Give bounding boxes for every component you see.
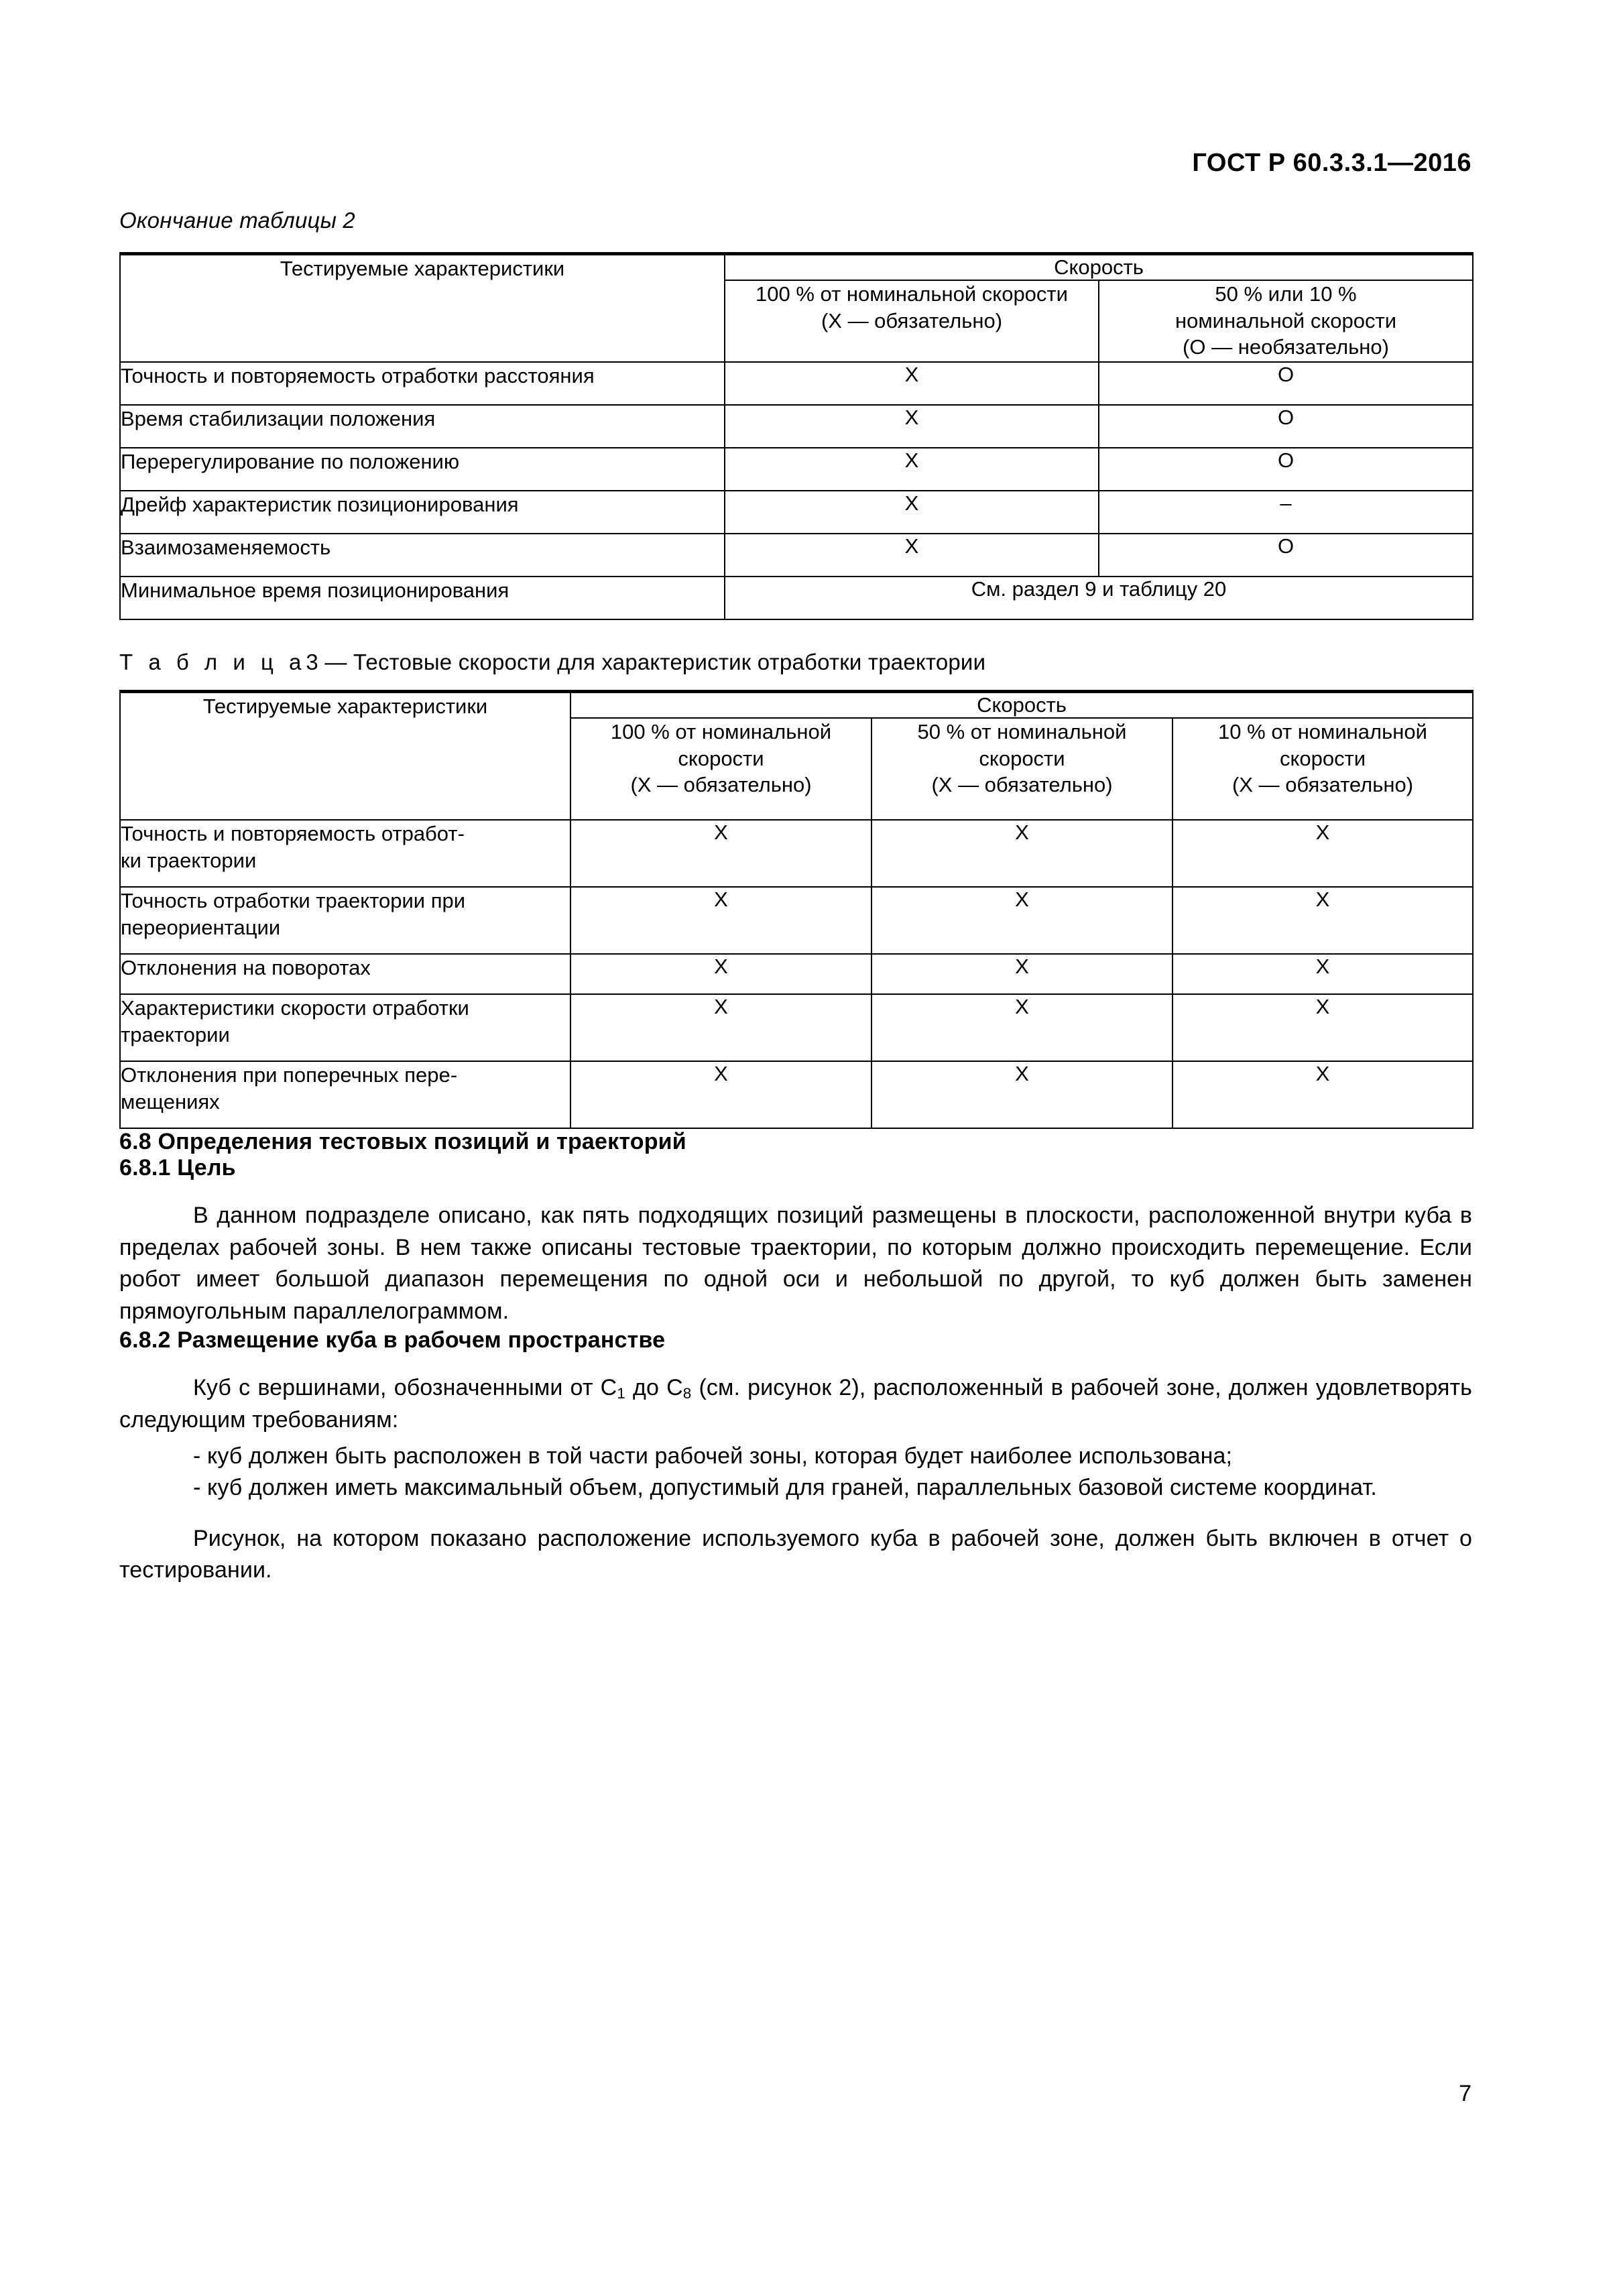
table3-row-v100: X [570, 994, 871, 1061]
standard-identifier: ГОСТ Р 60.3.3.1—2016 [1192, 149, 1471, 177]
table-row [120, 887, 1473, 954]
table3-row-label-line1: Отклонения на поворотах [121, 956, 371, 979]
table2-col-100-line2: (X — обязательно) [821, 308, 1003, 333]
table2-col-50-10-line3: (О — необязательно) [1183, 335, 1389, 359]
table3-row-v50: X [871, 1061, 1173, 1128]
table3-row-v100: X [570, 1061, 871, 1128]
table3-row-v10: X [1173, 887, 1473, 954]
cube-vertices-text-part1: Куб с вершинами, обозначенными от C [193, 1375, 617, 1401]
table2-row-label: Точность и повторяемость отработки расстояния [120, 362, 725, 405]
table3-row-label-line1: Характеристики скорости отработки [121, 996, 469, 1020]
table3-row-v10: X [1173, 820, 1473, 887]
table3-row-v100: X [570, 820, 871, 887]
table2-col-100-line1: 100 % от номинальной скорости [756, 282, 1068, 306]
table3-col-100-line3: (X — обязательно) [630, 773, 812, 797]
section-heading-6-8-2: 6.8.2 Размещение куба в рабочем пространстве [119, 1327, 666, 1353]
table3-row-label-line1: Точность отработки траектории при [121, 889, 466, 912]
table-row [120, 954, 1473, 994]
table3-row-label-line2: мещениях [121, 1090, 220, 1114]
table2-header-row-group [120, 254, 1473, 281]
page-number: 7 [1459, 2081, 1471, 2106]
table3-col-100-percent [570, 718, 871, 820]
cube-vertex-subscript-1: 1 [617, 1385, 625, 1402]
table2-row-label: Взаимозаменяемость [120, 534, 725, 577]
table3-col-characteristics: Тестируемые характеристики [120, 692, 570, 821]
table2-row-label-last: Минимальное время позиционирования [120, 577, 725, 619]
table3-row-v10: X [1173, 954, 1473, 994]
table2-col-50-10-line1: 50 % или 10 % [1215, 282, 1357, 306]
table3-col-50-line1: 50 % от номинальной [917, 720, 1127, 743]
table3-row-v100: X [570, 954, 871, 994]
table2-row-note: См. раздел 9 и таблицу 20 [725, 577, 1473, 619]
table3-col-50-line2: скорости [979, 746, 1065, 770]
table2-row-label: Время стабилизации положения [120, 405, 725, 448]
table2-row-label: Перерегулирование по положению [120, 448, 725, 491]
list-item: - куб должен иметь максимальный объем, допустимый для граней, параллельных базовой системе координат. [193, 1475, 1377, 1501]
table3-row-label [120, 820, 570, 887]
table3-group-header-speed: Скорость [570, 692, 1473, 719]
table3-col-10-line2: скорости [1279, 746, 1366, 770]
table3-row-label-line2: траектории [121, 1023, 230, 1047]
table3-row-v50: X [871, 820, 1173, 887]
table3-col-100-line1: 100 % от номинальной [610, 720, 832, 743]
table-row [120, 491, 1473, 534]
table3-col-50-line3: (X — обязательно) [931, 773, 1113, 797]
table-row [120, 362, 1473, 405]
table2-row-v50-10: О [1099, 362, 1473, 405]
table-3 [119, 690, 1474, 1129]
table2-row-label: Дрейф характеристик позиционирования [120, 491, 725, 534]
table2-group-header-speed: Скорость [725, 254, 1473, 281]
table2-row-v100: X [725, 491, 1099, 534]
table2-row-v50-10: О [1099, 534, 1473, 577]
table2-col-50-10-percent [1099, 280, 1473, 362]
table2-row-v100: X [725, 362, 1099, 405]
section-heading-6-8-1: 6.8.1 Цель [119, 1155, 236, 1181]
table2-continuation-label: Окончание таблицы 2 [119, 208, 355, 233]
table3-caption [119, 650, 1472, 675]
table-row [120, 405, 1473, 448]
table3-col-100-line2: скорости [678, 746, 764, 770]
table3-row-v50: X [871, 994, 1173, 1061]
cube-vertex-subscript-8: 8 [682, 1385, 692, 1402]
section-6-8-2-paragraph [119, 1372, 1472, 1436]
table3-row-label [120, 954, 570, 994]
table3-row-v50: X [871, 954, 1173, 994]
table3-caption-label: Т а б л и ц а [119, 650, 306, 674]
table-row [120, 820, 1473, 887]
section-heading-6-8: 6.8 Определения тестовых позиций и траекторий [119, 1129, 686, 1154]
table2-row-v50-10: – [1099, 491, 1473, 534]
table2-row-v100: X [725, 534, 1099, 577]
cube-requirements-list [119, 1441, 1472, 1504]
table-2 [119, 252, 1474, 620]
table3-row-v10: X [1173, 994, 1473, 1061]
table2-row-v100: X [725, 448, 1099, 491]
table2-col-100-percent [725, 280, 1099, 362]
table3-col-50-percent [871, 718, 1173, 820]
table3-col-10-line3: (X — обязательно) [1231, 773, 1414, 797]
table-row [120, 448, 1473, 491]
section-6-8-1-paragraph: В данном подразделе описано, как пять подходящих позиций размещены в плоскости, расположенной внутри куба в пределах рабочей зоны. В нем также описаны тестовые траектории, по которым должно происходить перемещение. Если робот имеет большой диапазон перемещения по одной оси и небольшой по другой, то куб должен быть заменен прямоугольным параллелограммом. [119, 1203, 1472, 1324]
table3-row-label [120, 1061, 570, 1128]
table-row [120, 534, 1473, 577]
table-row [120, 994, 1473, 1061]
table2-row-v50-10: О [1099, 405, 1473, 448]
table3-caption-number: 3 [306, 650, 318, 674]
table2-col-50-10-line2: номинальной скорости [1175, 308, 1397, 333]
table3-row-label [120, 887, 570, 954]
table3-row-label-line2: ки траектории [121, 849, 257, 873]
table2-col-characteristics: Тестируемые характеристики [120, 254, 725, 363]
table3-col-10-line1: 10 % от номинальной [1218, 720, 1427, 743]
table3-row-label-line2: переориентации [121, 916, 281, 940]
table2-row-v100: X [725, 405, 1099, 448]
table3-row-label-line1: Отклонения при поперечных пере- [121, 1063, 458, 1087]
cube-vertices-text-part2: до C [625, 1375, 683, 1401]
table-row [120, 1061, 1473, 1128]
table2-row-v50-10: О [1099, 448, 1473, 491]
table-row [120, 577, 1473, 619]
table3-caption-text: — Тестовые скорости для характеристик отработки траектории [324, 650, 986, 674]
cube-vertices-text-part3: (см. рисунок 2), расположенный в рабочей зоне, должен удовлетворять следующим требованиям: [119, 1375, 1472, 1433]
table3-row-v50: X [871, 887, 1173, 954]
table3-header-row-group [120, 692, 1473, 719]
list-item: - куб должен быть расположен в той части рабочей зоны, которая будет наиболее использована; [193, 1443, 1233, 1469]
table3-row-label-line1: Точность и повторяемость отработ- [121, 822, 465, 845]
page-content [119, 208, 1472, 1587]
table3-col-10-percent [1173, 718, 1473, 820]
table3-row-v10: X [1173, 1061, 1473, 1128]
table3-row-label [120, 994, 570, 1061]
table3-row-v100: X [570, 887, 871, 954]
section-6-8-2-paragraph-last: Рисунок, на котором показано расположение используемого куба в рабочей зоне, должен быть включен в отчет о тестировании. [119, 1525, 1472, 1583]
